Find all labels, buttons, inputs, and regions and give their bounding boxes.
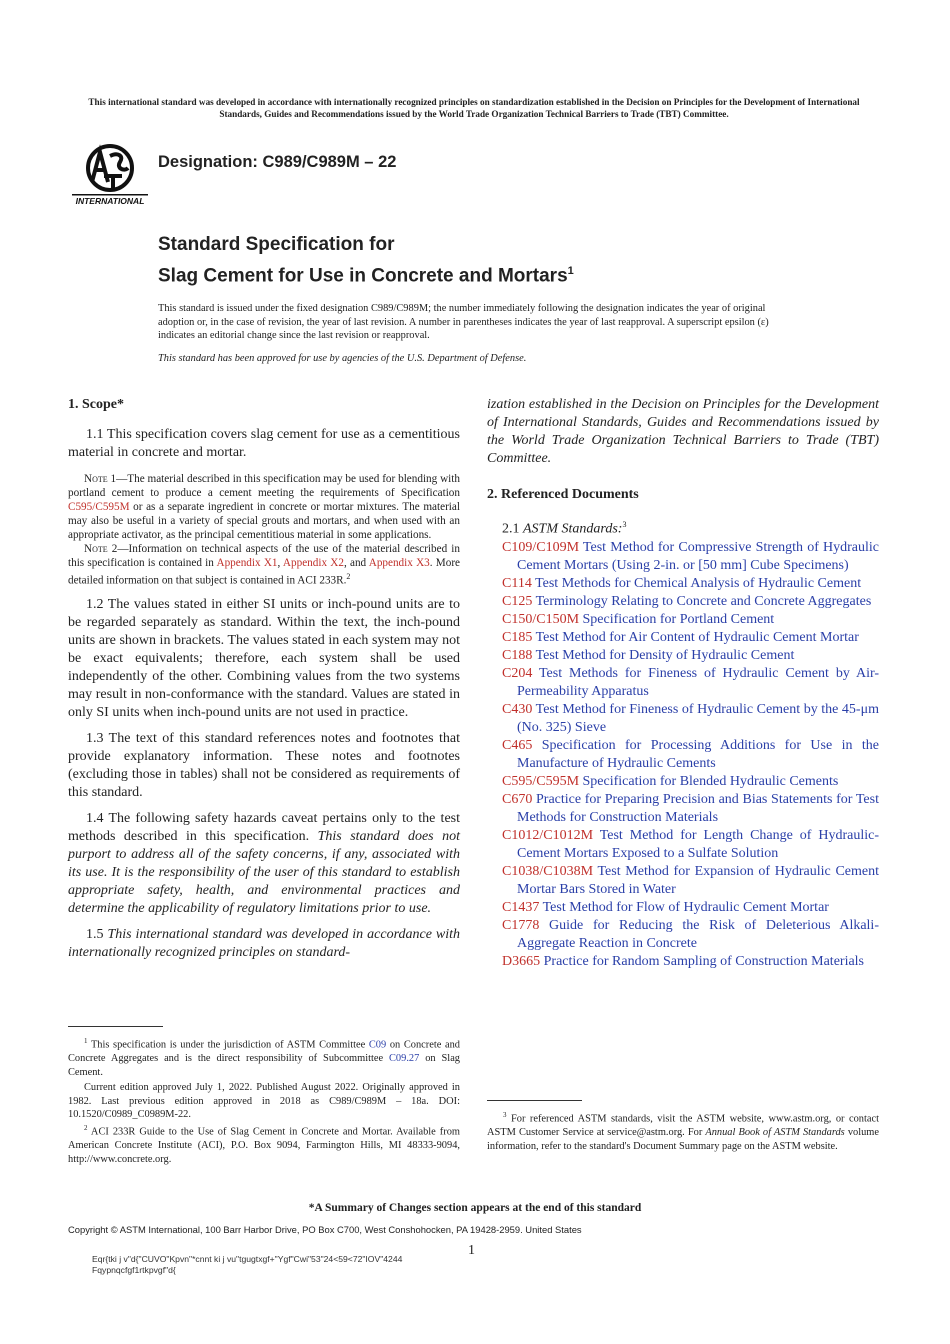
reference-code-link[interactable]: C114 <box>502 575 532 591</box>
paragraph-1-1: 1.1 This specification covers slag cement for use as a cementitious material in concrete and mortar. <box>68 427 460 460</box>
summary-of-changes-notice: *A Summary of Changes section appears at the end of this standard <box>308 1202 642 1214</box>
reference-list <box>487 539 879 971</box>
reference-code-link[interactable]: C204 <box>502 665 533 681</box>
note-2-text-a: —Information on technical aspects of the use of the material described in this specification is contained in <box>68 543 460 569</box>
subheading-num: 2.1 <box>502 521 523 537</box>
paragraph-1-5-num: 1.5 <box>86 926 108 942</box>
reference-code-link[interactable]: C1038/C1038M <box>502 863 594 879</box>
reference-code-link[interactable]: C1012/C1012M <box>502 827 594 843</box>
link-appendix-x1[interactable]: Appendix X1 <box>216 557 278 569</box>
reference-item <box>487 737 879 773</box>
document-title <box>158 232 574 289</box>
footnote-1-text-b: on Concrete and Concrete Aggregates and is the direct responsibility of Subcommittee <box>68 1039 460 1065</box>
left-column <box>68 396 460 970</box>
subheading-footnote-mark[interactable]: 3 <box>622 520 627 529</box>
paragraph-1-2: 1.2 The values stated in either SI units or inch-pound units are to be regarded separately as standard. Within the text, the inch-pound units are shown in brackets. The values stated in each system may not be exact equivalents; therefore, each system shall be used independently of the other. Combining values from the two systems may result in non-conformance with the standard. Values are stated in only SI units when inch-pound units are not used in practice. <box>68 596 460 720</box>
footnote-1-text-a: This specification is under the jurisdiction of ASTM Committee <box>87 1039 369 1051</box>
reference-title-link[interactable]: Practice for Preparing Precision and Bias Statements for Test Methods for Construction Materials <box>517 791 879 825</box>
license-stamp-line-1: Eqr{tki j v"d{"CUVO"Kpvn"*cnnt ki j vu"tgugtxgf+"Ygf"Cwi"53"24<59<72"IOV"4244 <box>92 1254 403 1264</box>
designation: Designation: C989/C989M – 22 <box>158 153 397 171</box>
paragraph-1-3: 1.3 The text of this standard references notes and footnotes that provide explanatory information. These notes and footnotes (excluding those in tables) shall not be considered as requirements of this standard. <box>68 730 460 800</box>
reference-title-link[interactable]: Test Method for Density of Hydraulic Cement <box>532 647 795 663</box>
note-1 <box>68 472 460 542</box>
reference-item <box>487 593 879 611</box>
footnote-3-text-b: volume information, refer to the standard's Document Summary page on the ASTM website. <box>487 1127 879 1152</box>
reference-title-link[interactable]: Specification for Portland Cement <box>579 611 775 627</box>
paragraph-1-5-continued: ization established in the Decision on Principles for the Development of International Standards, Guides and Recommendations issued by the World Trade Organization Technical Barriers to Trade (TBT) Committee. <box>487 397 879 466</box>
title-line-1: Standard Specification for <box>158 234 395 255</box>
note-2-footnote-mark[interactable]: 2 <box>346 572 351 581</box>
note-2-text-b: . More detailed information on that subject is contained in ACI 233R. <box>68 557 461 587</box>
reference-item <box>487 575 879 593</box>
reference-item <box>487 917 879 953</box>
note-1-text-b: or as a separate ingredient in concrete or mortar mixtures. The material may also be useful in a variety of special grouts and mortars, and when used with an appropriate activator, as the principal cementitious material in some applications. <box>68 501 460 541</box>
link-c09-27[interactable]: C09.27 <box>389 1053 420 1065</box>
top-notice: This international standard was developed in accordance with internationally recognized principles on standardization established in the Decision on Principles for the Development of International Standards, Guides and Recommendations issued by the World Trade Organization Technical Barriers to Trade (TBT) Committee. <box>88 97 860 119</box>
footnote-3-text-a: For referenced ASTM standards, visit the ASTM website, www.astm.org, or contact ASTM Customer Service at service@astm.org. For <box>487 1113 879 1139</box>
reference-item <box>487 629 879 647</box>
note-1-label: Note 1 <box>84 473 117 485</box>
reference-item <box>487 827 879 863</box>
reference-title-link[interactable]: Test Methods for Fineness of Hydraulic Cement by Air-Permeability Apparatus <box>517 665 879 699</box>
title-line-2-text: Slag Cement for Use in Concrete and Mortars <box>158 265 568 287</box>
reference-item <box>487 611 879 629</box>
reference-code-link[interactable]: D3665 <box>502 953 541 969</box>
reference-title-link[interactable]: Specification for Blended Hydraulic Cements <box>579 773 839 789</box>
paragraph-1-5 <box>68 926 460 962</box>
footnote-1 <box>68 1035 460 1079</box>
reference-code-link[interactable]: C670 <box>502 791 533 807</box>
note-2 <box>68 542 460 588</box>
issuance-statement: This standard is issued under the fixed designation C989/C989M; the number immediately following the designation indicates the year of original adoption or, in the case of revision, the year of last revision. A number in parentheses indicates the year of last reapproval. A superscript epsilon (ε) indicates an editorial change since the last revision or reapproval. <box>158 303 769 342</box>
reference-item <box>487 863 879 899</box>
footnote-3 <box>487 1109 879 1153</box>
reference-title-link[interactable]: Test Method for Expansion of Hydraulic Cement Mortar Bars Stored in Water <box>517 863 879 897</box>
subheading-label: ASTM Standards: <box>523 521 623 537</box>
reference-code-link[interactable]: C1437 <box>502 899 540 915</box>
scope-heading: 1. Scope* <box>68 397 124 412</box>
footnote-2 <box>68 1122 460 1166</box>
footnote-1-text-c: on Slag Cement. <box>68 1053 461 1078</box>
footnote-2-mark: 2 <box>84 1124 88 1133</box>
reference-title-link[interactable]: Test Method for Compressive Strength of Hydraulic Cement Mortars (Using 2-in. or [50 mm] Cube Specimens) <box>517 539 879 573</box>
reference-title-link[interactable]: Test Method for Flow of Hydraulic Cement Mortar <box>539 899 829 915</box>
left-footnotes <box>68 1026 460 1166</box>
paragraph-1-4 <box>68 810 460 918</box>
note-1-text-a: —The material described in this specification may be used for blending with portland cement to produce a cement meeting the requirements of Specification <box>68 473 460 499</box>
reference-item <box>487 773 879 791</box>
footnote-2-text: ACI 233R Guide to the Use of Slag Cement in Concrete and Mortar. Available from American Concrete Institute (ACI), P.O. Box 9094, Farmington Hills, MI 48333-9094, http://www.concrete.org. <box>68 1126 460 1165</box>
note-2-label: Note 2 <box>84 543 118 555</box>
title-footnote-mark[interactable]: 1 <box>567 265 574 277</box>
right-column <box>487 396 879 971</box>
reference-code-link[interactable]: C430 <box>502 701 533 717</box>
reference-item <box>487 791 879 827</box>
reference-item <box>487 539 879 575</box>
reference-code-link[interactable]: C595/C595M <box>502 773 580 789</box>
reference-title-link[interactable]: Terminology Relating to Concrete and Concrete Aggregates <box>532 593 872 609</box>
reference-item <box>487 953 879 971</box>
dod-approval: This standard has been approved for use by agencies of the U.S. Department of Defense. <box>158 353 527 364</box>
paragraph-1-5-text: This international standard was developed in accordance with internationally recognized principles on standard- <box>68 926 461 960</box>
reference-title-link[interactable]: Test Method for Fineness of Hydraulic Cement by the 45-μm (No. 325) Sieve <box>517 701 879 735</box>
reference-code-link[interactable]: C125 <box>502 593 533 609</box>
reference-code-link[interactable]: C185 <box>502 629 533 645</box>
license-stamp <box>92 1254 402 1276</box>
reference-title-link[interactable]: Test Method for Air Content of Hydraulic Cement Mortar <box>532 629 859 645</box>
footnote-3-mark: 3 <box>503 1111 507 1119</box>
link-c09[interactable]: C09 <box>368 1039 387 1051</box>
reference-title-link[interactable]: Test Methods for Chemical Analysis of Hydraulic Cement <box>531 575 862 591</box>
license-stamp-line-2: Fqypnqcfgf1rtkpvgf"d{ <box>92 1265 176 1275</box>
reference-code-link[interactable]: C465 <box>502 737 533 753</box>
astm-standards-subheading <box>487 516 879 539</box>
reference-code-link[interactable]: C150/C150M <box>502 611 580 627</box>
astm-logo <box>70 142 150 206</box>
right-footnotes <box>487 1100 879 1153</box>
edition-note: Current edition approved July 1, 2022. Published August 2022. Originally approved in 1982. Last previous edition approved in 2018 as C989/C989M – 18a. DOI: 10.1520/C0989_C0989M-22. <box>68 1082 460 1121</box>
references-heading: 2. Referenced Documents <box>487 487 639 502</box>
footnote-rule-right <box>487 1100 582 1101</box>
link-c595[interactable]: C595/C595M <box>68 501 130 513</box>
link-appendix-x2[interactable]: Appendix X2 <box>282 557 344 569</box>
title-line-2 <box>158 258 574 289</box>
astm-logo-icon <box>70 142 150 206</box>
footnote-rule-left <box>68 1026 163 1027</box>
reference-title-link[interactable]: Guide for Reducing the Risk of Deleterious Alkali-Aggregate Reaction in Concrete <box>517 917 879 951</box>
note-2-sep-2: , and <box>343 557 369 569</box>
footnote-3-italic: Annual Book of ASTM Standards <box>705 1127 845 1139</box>
reference-title-link[interactable]: Practice for Random Sampling of Construction Materials <box>540 953 865 969</box>
note-2-sep-1: , <box>277 557 283 569</box>
page-number: 1 <box>468 1243 475 1258</box>
reference-code-link[interactable]: C188 <box>502 647 533 663</box>
reference-item <box>487 647 879 665</box>
reference-code-link[interactable]: C109/C109M <box>502 539 580 555</box>
footnote-1-mark: 1 <box>84 1037 88 1045</box>
paragraph-1-4-text: 1.4 The following safety hazards caveat pertains only to the test methods described in this specification. <box>68 810 460 844</box>
reference-title-link[interactable]: Specification for Processing Additions for Use in the Manufacture of Hydraulic Cements <box>517 737 879 771</box>
reference-code-link[interactable]: C1778 <box>502 917 540 933</box>
link-appendix-x3[interactable]: Appendix X3 <box>368 557 430 569</box>
safety-caveat: This standard does not purport to address all of the safety concerns, if any, associated with its use. It is the responsibility of the user of this standard to establish appropriate safety, health, and environmental practices and determine the applicability of regulatory limitations prior to use. <box>68 828 460 916</box>
reference-item <box>487 899 879 917</box>
logo-text: INTERNATIONAL <box>75 196 145 206</box>
reference-item <box>487 665 879 701</box>
reference-item <box>487 701 879 737</box>
copyright: Copyright © ASTM International, 100 Barr Harbor Drive, PO Box C700, West Conshohocken, PA 19428-2959. United States <box>68 1224 582 1235</box>
reference-title-link[interactable]: Test Method for Length Change of Hydraulic-Cement Mortars Exposed to a Sulfate Solution <box>517 827 879 861</box>
